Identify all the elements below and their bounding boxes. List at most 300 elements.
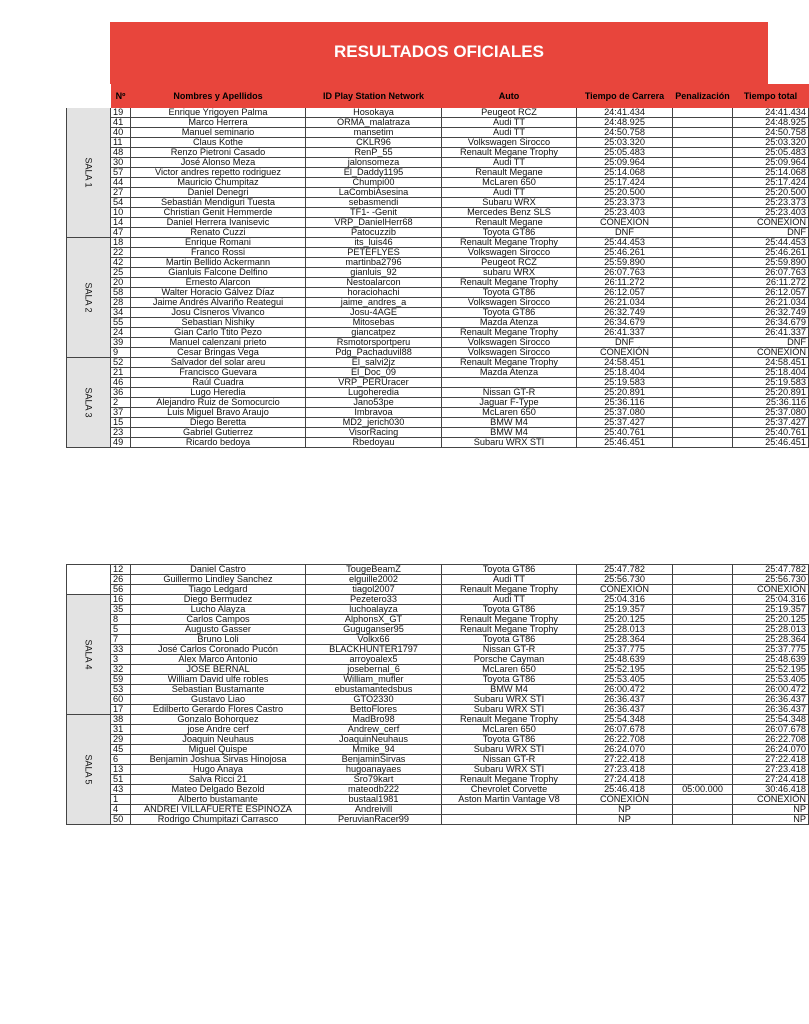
cell-num: 47	[111, 228, 131, 238]
cell-auto: McLaren 650	[442, 178, 577, 188]
col-header-race-time: Tiempo de Carrera	[577, 85, 673, 108]
cell-race-time: 25:23.403	[577, 208, 673, 218]
table-row	[67, 288, 809, 298]
cell-num: 44	[111, 178, 131, 188]
col-header-psn: ID Play Station Network	[306, 85, 442, 108]
cell-auto: Mercedes Benz SLS	[442, 208, 577, 218]
cell-psn: Mitosebas	[306, 318, 442, 328]
table-row	[67, 178, 809, 188]
table-row	[67, 338, 809, 348]
cell-total: 25:19.357	[733, 605, 809, 615]
cell-num: 4	[111, 805, 131, 815]
cell-total: 25:19.583	[733, 378, 809, 388]
cell-race-time: 26:36.437	[577, 695, 673, 705]
cell-num: 26	[111, 575, 131, 585]
cell-total: 25:40.761	[733, 428, 809, 438]
cell-penalty: 05:00.000	[673, 785, 733, 795]
cell-auto: BMW M4	[442, 418, 577, 428]
table-row	[67, 705, 809, 715]
cell-psn: Lugoheredia	[306, 388, 442, 398]
cell-psn: El_Doc_09	[306, 368, 442, 378]
cell-penalty	[673, 388, 733, 398]
cell-penalty	[673, 248, 733, 258]
cell-name: ANDREI VILLAFUERTE ESPINOZA	[131, 805, 306, 815]
cell-psn: Pdg_Pachaduvil88	[306, 348, 442, 358]
cell-num: 10	[111, 208, 131, 218]
cell-race-time: 25:59.890	[577, 258, 673, 268]
cell-num: 54	[111, 198, 131, 208]
cell-total: 26:22.708	[733, 735, 809, 745]
table-row	[67, 408, 809, 418]
col-header-auto: Auto	[442, 85, 577, 108]
cell-race-time: 25:19.357	[577, 605, 673, 615]
cell-total: 25:36.116	[733, 398, 809, 408]
cell-race-time: 25:28.364	[577, 635, 673, 645]
cell-penalty	[673, 238, 733, 248]
cell-num: 51	[111, 775, 131, 785]
cell-psn: Rsmotorsportperu	[306, 338, 442, 348]
cell-penalty	[673, 675, 733, 685]
table-row	[67, 108, 809, 118]
cell-total: 26:07.678	[733, 725, 809, 735]
cell-race-time: NP	[577, 815, 673, 825]
cell-penalty	[673, 645, 733, 655]
cell-total: 25:03.320	[733, 138, 809, 148]
cell-total: 26:41.337	[733, 328, 809, 338]
cell-race-time: 25:48.639	[577, 655, 673, 665]
cell-race-time: DNF	[577, 228, 673, 238]
cell-auto: Renault Megane Trophy	[442, 715, 577, 725]
cell-name: Marco Herrera	[131, 118, 306, 128]
cell-psn: Nestoalarcon	[306, 278, 442, 288]
cell-psn: Guguganser95	[306, 625, 442, 635]
cell-total: NP	[733, 805, 809, 815]
cell-name: William David ulfe robles	[131, 675, 306, 685]
cell-name: Lucho Alayza	[131, 605, 306, 615]
table-row	[67, 565, 809, 575]
cell-psn: Hosokaya	[306, 108, 442, 118]
cell-total: 25:23.373	[733, 198, 809, 208]
cell-auto	[442, 378, 577, 388]
cell-total: 26:34.679	[733, 318, 809, 328]
cell-auto: Subaru WRX STI	[442, 745, 577, 755]
cell-psn: its_luis46	[306, 238, 442, 248]
cell-num: 12	[111, 565, 131, 575]
cell-penalty	[673, 685, 733, 695]
cell-num: 11	[111, 138, 131, 148]
cell-name: Diego Beretta	[131, 418, 306, 428]
sala-label	[67, 238, 111, 358]
cell-total: 25:14.068	[733, 168, 809, 178]
cell-auto: Peugeot RCZ	[442, 108, 577, 118]
cell-penalty	[673, 745, 733, 755]
cell-race-time: 25:37.427	[577, 418, 673, 428]
cell-num: 40	[111, 128, 131, 138]
cell-auto: Mazda Atenza	[442, 318, 577, 328]
cell-auto: McLaren 650	[442, 408, 577, 418]
cell-psn: arroyoalex5	[306, 655, 442, 665]
cell-name: Josu Cisneros Vivanco	[131, 308, 306, 318]
cell-psn: El_salvi2jz	[306, 358, 442, 368]
cell-num: 5	[111, 625, 131, 635]
cell-psn: VisorRacing	[306, 428, 442, 438]
cell-num: 33	[111, 645, 131, 655]
cell-race-time: 26:07.763	[577, 268, 673, 278]
cell-name: JOSE BERNAL	[131, 665, 306, 675]
table-row	[67, 238, 809, 248]
cell-name: Raúl Cuadra	[131, 378, 306, 388]
cell-num: 36	[111, 388, 131, 398]
cell-total: 24:50.758	[733, 128, 809, 138]
cell-penalty	[673, 208, 733, 218]
cell-name: Augusto Gasser	[131, 625, 306, 635]
cell-num: 46	[111, 378, 131, 388]
cell-penalty	[673, 368, 733, 378]
table-row	[67, 348, 809, 358]
cell-auto: Subaru WRX STI	[442, 705, 577, 715]
cell-total: DNF	[733, 338, 809, 348]
sala-label-text: SALA 1	[84, 157, 94, 188]
cell-auto: Renault Megane	[442, 168, 577, 178]
cell-race-time: 25:46.418	[577, 785, 673, 795]
sala-label	[67, 715, 111, 825]
cell-total: 25:20.125	[733, 615, 809, 625]
cell-psn: jaime_andres_a	[306, 298, 442, 308]
cell-race-time: 25:23.373	[577, 198, 673, 208]
cell-psn: Chumpi00	[306, 178, 442, 188]
cell-penalty	[673, 665, 733, 675]
cell-num: 15	[111, 418, 131, 428]
cell-auto: Audi TT	[442, 118, 577, 128]
cell-penalty	[673, 705, 733, 715]
cell-name: Gabriel Gutierrez	[131, 428, 306, 438]
cell-psn: martinba2796	[306, 258, 442, 268]
cell-psn: VRP_DanielHerr68	[306, 218, 442, 228]
cell-race-time: 24:50.758	[577, 128, 673, 138]
cell-auto: Porsche Cayman	[442, 655, 577, 665]
cell-psn: horaciohachi	[306, 288, 442, 298]
cell-penalty	[673, 408, 733, 418]
table-row	[67, 118, 809, 128]
cell-penalty	[673, 358, 733, 368]
cell-name: Claus Kothe	[131, 138, 306, 148]
cell-name: Gustavo Liao	[131, 695, 306, 705]
cell-num: 50	[111, 815, 131, 825]
table-row	[67, 645, 809, 655]
cell-penalty	[673, 438, 733, 448]
cell-name: Sebastian Nishiky	[131, 318, 306, 328]
sala-label	[67, 108, 111, 238]
table-row	[67, 785, 809, 795]
cell-auto: Subaru WRX STI	[442, 765, 577, 775]
cell-name: Ernesto Alarcon	[131, 278, 306, 288]
cell-num: 20	[111, 278, 131, 288]
cell-auto: Peugeot RCZ	[442, 258, 577, 268]
cell-penalty	[673, 178, 733, 188]
cell-name: Franco Rossi	[131, 248, 306, 258]
cell-name: Edilberto Gerardo Flores Castro	[131, 705, 306, 715]
cell-psn: PeruvianRacer99	[306, 815, 442, 825]
cell-auto	[442, 805, 577, 815]
cell-name: Alejandro Ruiz de Somocurcio	[131, 398, 306, 408]
cell-num: 16	[111, 595, 131, 605]
table-row	[67, 388, 809, 398]
cell-total: 27:24.418	[733, 775, 809, 785]
cell-race-time: CONEXIÓN	[577, 585, 673, 595]
cell-penalty	[673, 138, 733, 148]
table-row	[67, 655, 809, 665]
table-row	[67, 188, 809, 198]
cell-penalty	[673, 755, 733, 765]
cell-psn: gianluis_92	[306, 268, 442, 278]
cell-psn: MadBro98	[306, 715, 442, 725]
cell-name: Alberto bustamante	[131, 795, 306, 805]
cell-penalty	[673, 298, 733, 308]
cell-name: Victor andres repetto rodriguez	[131, 168, 306, 178]
cell-auto: Subaru WRX STI	[442, 695, 577, 705]
cell-auto: Toyota GT86	[442, 288, 577, 298]
cell-auto: Renault Megane Trophy	[442, 775, 577, 785]
cell-race-time: NP	[577, 805, 673, 815]
table-row	[67, 615, 809, 625]
cell-num: 49	[111, 438, 131, 448]
cell-race-time: 25:47.782	[577, 565, 673, 575]
table-row	[67, 685, 809, 695]
table-row	[67, 398, 809, 408]
cell-race-time: 25:19.583	[577, 378, 673, 388]
cell-total: 25:18.404	[733, 368, 809, 378]
cell-num: 14	[111, 218, 131, 228]
cell-penalty	[673, 328, 733, 338]
cell-psn: CKLR96	[306, 138, 442, 148]
cell-name: Daniel Herrera Ivanisevic	[131, 218, 306, 228]
cell-num: 17	[111, 705, 131, 715]
cell-total: 25:23.403	[733, 208, 809, 218]
cell-name: Manuel calenzani prieto	[131, 338, 306, 348]
cell-total: 26:36.437	[733, 695, 809, 705]
cell-total: 26:24.070	[733, 745, 809, 755]
table-row	[67, 605, 809, 615]
cell-total: 25:09.964	[733, 158, 809, 168]
cell-total: 24:58.451	[733, 358, 809, 368]
table-row	[67, 695, 809, 705]
cell-total: 25:56.730	[733, 575, 809, 585]
cell-psn: jalonsomeza	[306, 158, 442, 168]
table-row	[67, 318, 809, 328]
cell-name: Cesar Bringas Vega	[131, 348, 306, 358]
cell-race-time: 25:18.404	[577, 368, 673, 378]
cell-num: 35	[111, 605, 131, 615]
cell-penalty	[673, 655, 733, 665]
cell-penalty	[673, 268, 733, 278]
table-row	[67, 368, 809, 378]
cell-num: 29	[111, 735, 131, 745]
cell-num: 6	[111, 755, 131, 765]
cell-total: 25:53.405	[733, 675, 809, 685]
table-row	[67, 635, 809, 645]
cell-race-time: 26:41.337	[577, 328, 673, 338]
cell-name: Joaquin Neuhaus	[131, 735, 306, 745]
cell-name: Renato Cuzzi	[131, 228, 306, 238]
cell-auto: Renault Megane Trophy	[442, 278, 577, 288]
sala-label-text: SALA 2	[84, 282, 94, 313]
cell-num: 9	[111, 348, 131, 358]
table-row	[67, 138, 809, 148]
cell-auto: Volkswagen Sirocco	[442, 138, 577, 148]
cell-auto: Renault Megane Trophy	[442, 615, 577, 625]
cell-name: Mateo Delgado Bezold	[131, 785, 306, 795]
cell-num: 58	[111, 288, 131, 298]
cell-name: Renzo Pietroni Casado	[131, 148, 306, 158]
cell-auto: Volkswagen Sirocco	[442, 348, 577, 358]
cell-auto: subaru WRX	[442, 268, 577, 278]
cell-psn: ORMA_malatraza	[306, 118, 442, 128]
cell-total: 25:48.639	[733, 655, 809, 665]
cell-name: Gonzalo Bohorquez	[131, 715, 306, 725]
sala-label-text: SALA 4	[84, 639, 94, 670]
cell-race-time: 26:21.034	[577, 298, 673, 308]
cell-total: 26:12.057	[733, 288, 809, 298]
cell-race-time: 26:00.472	[577, 685, 673, 695]
cell-name: Daniel Denegri	[131, 188, 306, 198]
cell-total: 27:23.418	[733, 765, 809, 775]
cell-race-time: 27:24.418	[577, 775, 673, 785]
cell-name: Enrique Romani	[131, 238, 306, 248]
cell-name: Francisco Guevara	[131, 368, 306, 378]
cell-race-time: 26:24.070	[577, 745, 673, 755]
cell-auto: Renault Megane Trophy	[442, 358, 577, 368]
cell-num: 56	[111, 585, 131, 595]
cell-psn: mateodb222	[306, 785, 442, 795]
cell-auto: Nissan GT-R	[442, 755, 577, 765]
cell-total: 25:47.782	[733, 565, 809, 575]
cell-auto: Nissan GT-R	[442, 645, 577, 655]
cell-name: Enrique Yrigoyen Palma	[131, 108, 306, 118]
cell-penalty	[673, 258, 733, 268]
table-row	[67, 735, 809, 745]
cell-num: 24	[111, 328, 131, 338]
cell-auto: Renault Megane Trophy	[442, 625, 577, 635]
sala-blank	[67, 565, 111, 595]
table-row	[67, 198, 809, 208]
cell-race-time: 25:46.451	[577, 438, 673, 448]
cell-psn: Jano53pe	[306, 398, 442, 408]
table-row	[67, 665, 809, 675]
cell-psn: Andrew_cerf	[306, 725, 442, 735]
cell-race-time: 25:20.125	[577, 615, 673, 625]
cell-penalty	[673, 348, 733, 358]
table-row	[67, 805, 809, 815]
cell-name: Bruno Loli	[131, 635, 306, 645]
table-row	[67, 715, 809, 725]
results-table-2	[66, 564, 809, 825]
cell-race-time: 27:22.418	[577, 755, 673, 765]
cell-num: 41	[111, 118, 131, 128]
cell-num: 34	[111, 308, 131, 318]
cell-total: 26:32.749	[733, 308, 809, 318]
cell-penalty	[673, 228, 733, 238]
cell-auto: Jaguar F-Type	[442, 398, 577, 408]
cell-num: 57	[111, 168, 131, 178]
cell-auto: Renault Megane	[442, 218, 577, 228]
table-row	[67, 278, 809, 288]
sala-label-text: SALA 5	[84, 754, 94, 785]
cell-name: Mauricio Chumpitaz	[131, 178, 306, 188]
table-row	[67, 308, 809, 318]
cell-total: 25:37.427	[733, 418, 809, 428]
cell-psn: PETEFLYES	[306, 248, 442, 258]
cell-penalty	[673, 418, 733, 428]
cell-auto: Toyota GT86	[442, 605, 577, 615]
cell-total: 26:07.763	[733, 268, 809, 278]
cell-race-time: 25:44.453	[577, 238, 673, 248]
cell-race-time: CONEXIÓN	[577, 795, 673, 805]
table-row	[67, 675, 809, 685]
cell-race-time: 25:52.195	[577, 665, 673, 675]
cell-name: Manuel seminario	[131, 128, 306, 138]
cell-name: Gianluis Falcone Delfino	[131, 268, 306, 278]
cell-num: 59	[111, 675, 131, 685]
cell-auto: Renault Megane Trophy	[442, 148, 577, 158]
cell-total: CONEXION	[733, 218, 809, 228]
cell-auto: McLaren 650	[442, 725, 577, 735]
cell-total: 24:41.434	[733, 108, 809, 118]
cell-num: 7	[111, 635, 131, 645]
cell-race-time: 25:53.405	[577, 675, 673, 685]
cell-auto: Audi TT	[442, 158, 577, 168]
cell-psn: JoaquinNeuhaus	[306, 735, 442, 745]
cell-total: 25:46.451	[733, 438, 809, 448]
cell-num: 48	[111, 148, 131, 158]
col-header-name: Nombres y Apellidos	[131, 85, 306, 108]
cell-psn: MD2_jerich030	[306, 418, 442, 428]
cell-name: Jaime Andrés Alvariño Reategui	[131, 298, 306, 308]
cell-race-time: 25:14.068	[577, 168, 673, 178]
cell-psn: LaCombiAsesina	[306, 188, 442, 198]
cell-penalty	[673, 715, 733, 725]
cell-num: 18	[111, 238, 131, 248]
cell-psn: elguille2002	[306, 575, 442, 585]
cell-auto: Toyota GT86	[442, 565, 577, 575]
table-row	[67, 595, 809, 605]
cell-penalty	[673, 695, 733, 705]
cell-penalty	[673, 108, 733, 118]
cell-auto: Volkswagen Sirocco	[442, 248, 577, 258]
cell-name: Gian Carlo Ttito Pezo	[131, 328, 306, 338]
cell-name: Daniel Castro	[131, 565, 306, 575]
cell-race-time: 25:46.261	[577, 248, 673, 258]
cell-total: 25:28.364	[733, 635, 809, 645]
cell-psn: Rbedoyau	[306, 438, 442, 448]
cell-penalty	[673, 585, 733, 595]
cell-name: José Carlos Coronado Pucón	[131, 645, 306, 655]
table-row	[67, 128, 809, 138]
cell-total: 25:37.775	[733, 645, 809, 655]
table-row	[67, 775, 809, 785]
cell-penalty	[673, 158, 733, 168]
cell-total: 25:44.453	[733, 238, 809, 248]
sala-label	[67, 595, 111, 715]
cell-penalty	[673, 815, 733, 825]
cell-penalty	[673, 805, 733, 815]
cell-name: Tiago Ledgard	[131, 585, 306, 595]
cell-auto: Subaru WRX STI	[442, 438, 577, 448]
cell-psn: Josu-4AGE	[306, 308, 442, 318]
sala-label	[67, 358, 111, 448]
cell-total: 25:37.080	[733, 408, 809, 418]
cell-race-time: 26:07.678	[577, 725, 673, 735]
table-row	[67, 755, 809, 765]
